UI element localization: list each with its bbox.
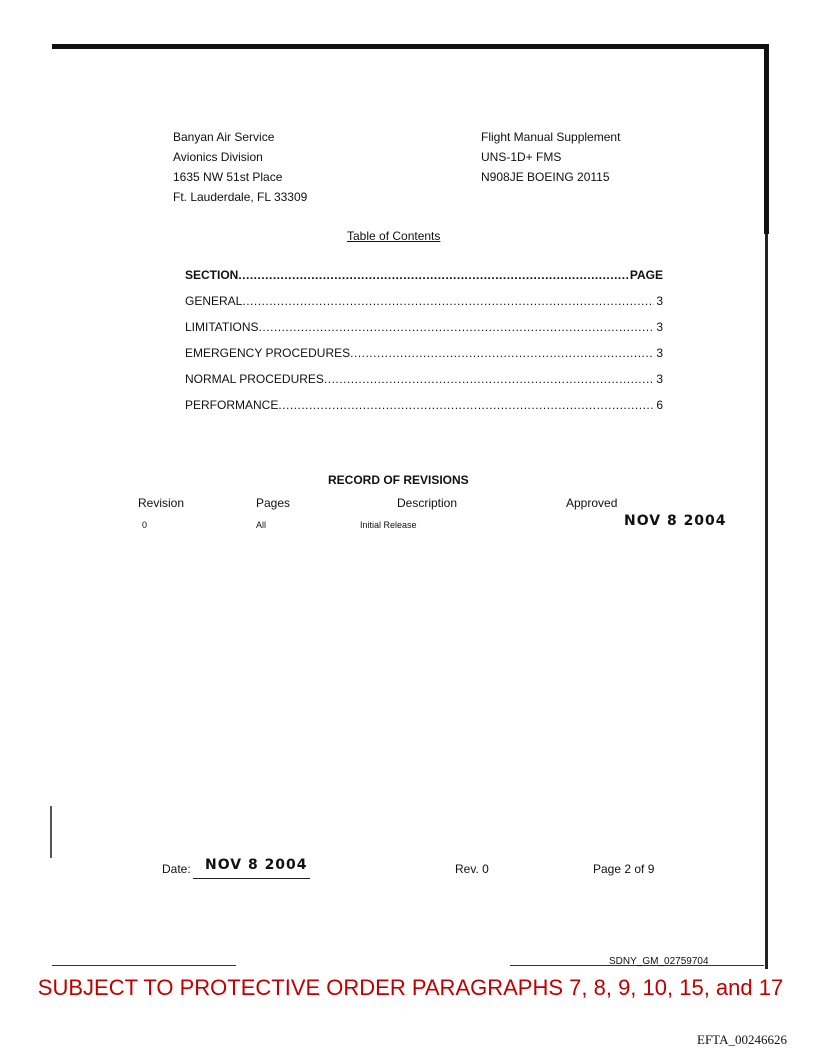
revisions-col-revision: Revision [138, 496, 185, 510]
toc-entry-performance [185, 398, 663, 424]
revisions-title: RECORD OF REVISIONS [328, 473, 469, 487]
right-border-bar-lower [765, 234, 768, 969]
toc-entry-label: EMERGENCY PROCEDURES [185, 346, 351, 360]
toc-leader-dots [259, 320, 655, 334]
bottom-rule-left [52, 965, 236, 966]
revisions-col-approved: Approved [566, 496, 618, 510]
company-city: Ft. Lauderdale, FL 33309 [173, 190, 308, 204]
date-underline [193, 878, 310, 879]
toc-leader-dots [350, 346, 654, 360]
toc-entry-emergency-procedures [185, 346, 663, 372]
date-label: Date: [162, 862, 191, 876]
company-street: 1635 NW 51st Place [173, 170, 283, 184]
date-stamp: NOV 8 2004 [205, 857, 308, 873]
company-division: Avionics Division [173, 150, 263, 164]
system-name: UNS-1D+ FMS [481, 150, 562, 164]
toc-leader-dots [238, 268, 628, 282]
efta-number: EFTA_00246626 [697, 1032, 787, 1047]
page-number: Page 2 of 9 [593, 862, 655, 876]
toc-entry-general [185, 294, 663, 320]
toc-entry-page: 3 [656, 346, 663, 360]
table-of-contents [185, 268, 663, 424]
toc-leader-dots [324, 372, 654, 386]
toc-title: Table of Contents [347, 229, 441, 243]
revision-pages: All [256, 520, 267, 530]
toc-leader-dots [278, 398, 654, 412]
left-edge-mark [50, 806, 52, 858]
toc-entry-normal-procedures [185, 372, 663, 398]
toc-entry-label: GENERAL [185, 294, 243, 308]
approved-date-stamp: NOV 8 2004 [624, 513, 727, 529]
bates-number: SDNY_GM_02759704 [609, 956, 709, 967]
revisions-col-pages: Pages [256, 496, 291, 510]
toc-section-heading: SECTION [185, 268, 239, 282]
toc-entry-page: 3 [656, 320, 663, 334]
aircraft-id: N908JE BOEING 20115 [481, 170, 610, 184]
revision-label: Rev. 0 [455, 862, 489, 876]
toc-entry-label: NORMAL PROCEDURES [185, 372, 324, 386]
toc-entry-page: 3 [656, 372, 663, 386]
revisions-col-description: Description [397, 496, 458, 510]
document-type: Flight Manual Supplement [481, 130, 621, 144]
toc-entry-page: 3 [656, 294, 663, 308]
top-border-rule [52, 44, 769, 49]
toc-entry-label: PERFORMANCE [185, 398, 279, 412]
toc-header-row [185, 268, 663, 294]
right-border-bar [764, 44, 769, 234]
company-name: Banyan Air Service [173, 130, 275, 144]
revision-description: Initial Release [360, 520, 417, 530]
toc-entry-page: 6 [656, 398, 663, 412]
revision-number: 0 [142, 520, 148, 530]
toc-leader-dots [242, 294, 654, 308]
toc-entry-limitations [185, 320, 663, 346]
toc-entry-label: LIMITATIONS [185, 320, 259, 334]
toc-page-heading: PAGE [629, 268, 663, 282]
company-address-block [173, 127, 307, 207]
document-id-block [481, 127, 620, 187]
protective-order-banner: SUBJECT TO PROTECTIVE ORDER PARAGRAPHS 7, 8, 9, 10, 15, and 17 [37, 975, 784, 1000]
